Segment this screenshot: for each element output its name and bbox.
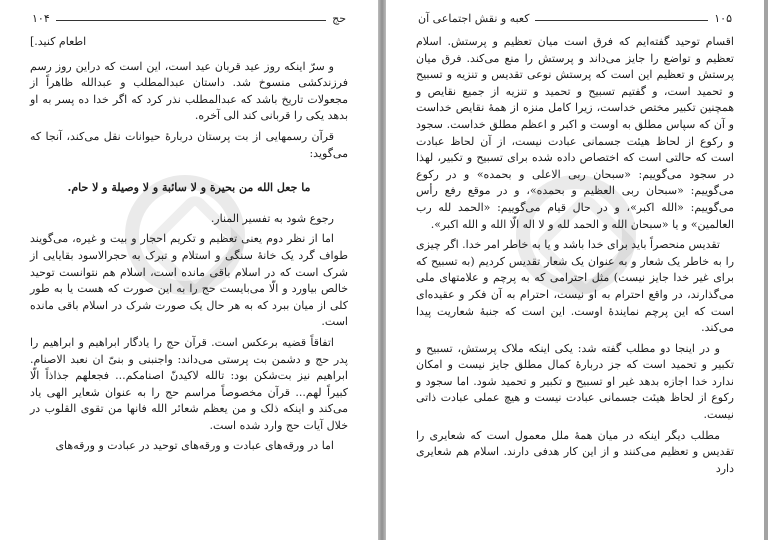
- paragraph: اقسام توحید گفته‌ایم که فرق است میان تعظیم و پرستش. اسلام تعظیم و تواضع را جایز می‌داند و پرستش را منع می‌کند. فرق میان پرستش و تعظیم این است که پرستش نوعی تقدیس و تنزیه و تسبیح و تحمید است، و گفتیم تسبیح و تحمید و تنزیه از جمیع نقایص و همچنین تکبیر مختص خداست، زیرا کامل منزه از همهٔ نقایص خداست و آن که سپاس مطلق به اوست و اکبر و اعظم مطلق خداست. سجود و رکوع از لحاظ هیئت جسمانی عبادت نیست، از آن لحاظ عبادت است که حالتی است که اختصاص داده شده برای تسبیح و تکبیر، لهذا در سجود می‌گوییم: «سبحان ربی الاعلی و بحمده» و در رکوع می‌گوییم: «سبحان ربی العظیم و بحمده»، و در موقع رفع رأس می‌گوییم: «الله اکبر»، و در حال قیام می‌گوییم: «الحمد لله رب العالمین» و یا «سبحان الله و الحمد لله و لا اله الّا الله و الله اکبر».: [416, 35, 734, 231]
- right-page: [386, 0, 764, 540]
- left-page-number: ۱۰۴: [32, 11, 50, 25]
- right-page-header: [418, 10, 732, 26]
- paragraph: اطعام کنید.]: [30, 35, 87, 48]
- paragraph: مطلب دیگر اینکه در میان همهٔ ملل معمول است که شعایری را تقدیس و تعظیم می‌کنند و از این کار هدفی دارند. اسلام هم شعایری دارد: [416, 428, 734, 475]
- header-rule: [535, 20, 708, 21]
- quranic-verse: ما جعل الله من بحیرة و لا سائبة و لا وصیلة و لا حام.: [67, 181, 311, 195]
- right-page-number: ۱۰۵: [714, 11, 732, 25]
- paragraph: تقدیس منحصراً باید برای خدا باشد و یا به خاطر امر خدا. اگر چیزی را به خاطر یک شعار و به عنوان یک شعار تقدیس کردیم (به تسبیح که برای غیر خدا جایز نیست) مثل احترامی که به پرچم و علامتهای ملی می‌گذارند، در واقع احترام به او نیست، احترام به آن فکر و عقیده‌ای است که این پرچم نمایندهٔ اوست. این است که جنبهٔ شعاریت پیدا می‌کند.: [416, 238, 734, 335]
- paragraph: و در اینجا دو مطلب گفته شد: یکی اینکه ملاک پرستش، تسبیح و تکبیر و تحمید است که جز دربارهٔ کمال مطلق جایز نیست و امکان ندارد خدا اجازه بدهد غیر او تسبیح و تکبیر و تحمید شود. اما سجود و رکوع از لحاظ هیئت جسمانی عبادت نیست و هیچ عملی عبادت ذاتی نیست.: [416, 341, 734, 422]
- paragraph: اما در ورقه‌های عبادت و ورقه‌های توحید در عبادت و ورقه‌های: [55, 439, 334, 453]
- paragraph: قرآن رسمهایی از بت پرستان دربارهٔ حیوانات نقل می‌کند، آنجا که می‌گوید:: [30, 129, 348, 160]
- paragraph: اتفاقاً قضیه برعکس است. قرآن حج را یادگار ابراهیم و ابراهیم را پدر حج و دشمن بت پرستی می‌داند: واجنبنی و بنیّ ان نعبد الاصنام. ابراهیم نیز بت‌شکن بود: تالله لاکیدنّ اصنامکم... فجعلهم جذاذاً الّا کبیراً لهم... قرآن مخصوصاً مراسم حج را به عنوان شعایر الهی یاد می‌کند و اینکه ذلک و من یعظم شعائر الله فانها من تقوی القلوب در خلال آیات حج وارد شده است.: [30, 335, 348, 432]
- left-page-header: [32, 10, 346, 26]
- left-page: [0, 0, 378, 540]
- right-page-body: [416, 34, 734, 534]
- book-gutter: [378, 0, 386, 540]
- header-rule: [56, 20, 326, 21]
- paragraph: اما از نظر دوم یعنی تعظیم و تکریم احجار و بیت و غیره، می‌گویند طواف گرد یک خانهٔ سنگی و استلام و تبرک به حجرالاسود بقایایی از شرک است که در اسلام باقی مانده است، اسلام هم نتوانست توحید خالص بیاورد و الّا می‌بایست حج را به این صورت که هست یا به طور کلی از میان ببرد که به هر حال یک صورت شرک در اسلام باقی مانده است.: [30, 232, 348, 329]
- left-header-title: حج: [332, 11, 346, 25]
- paragraph: و سرّ اینکه روز عید قربان عید است، این است که دراین روز رسم فرزندکشی منسوخ شد. داستان عبدالمطلب و عبدالله ظاهراً از مجعولات تاریخ باشد که عبدالمطلب نذر کرد که اگر خدا ده پسر به او بدهد یکی را قربانی کند الی آخره.: [30, 59, 348, 123]
- left-page-body: [30, 34, 348, 534]
- paragraph: رجوع شود به تفسیر المنار.: [210, 211, 334, 225]
- right-header-title: کعبه و نقش اجتماعی آن: [418, 11, 530, 25]
